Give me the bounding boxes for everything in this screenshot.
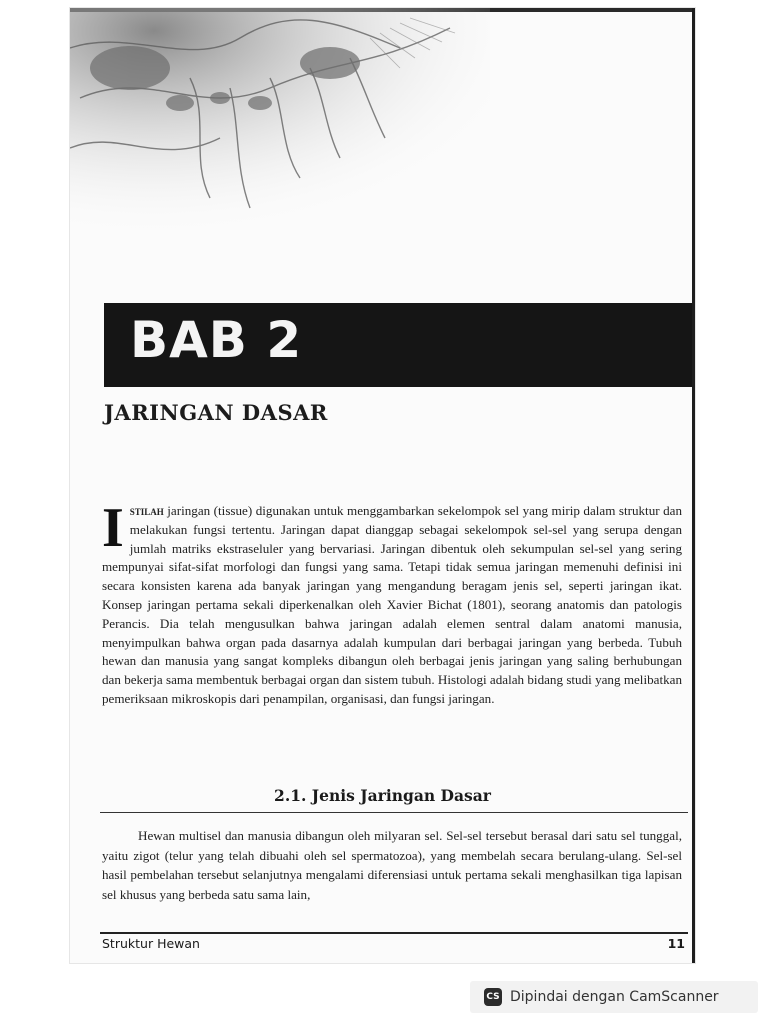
drop-cap: I	[102, 497, 124, 559]
footer-divider	[100, 932, 688, 934]
camscanner-label: Dipindai dengan CamScanner	[510, 989, 719, 1005]
page-number: 11	[667, 936, 685, 951]
chapter-label: BAB 2	[130, 311, 303, 369]
scanned-page	[70, 8, 695, 963]
tissue-illustration	[70, 8, 490, 238]
section-paragraph: Hewan multisel dan manusia dibangun oleh milyaran sel. Sel-sel tersebut berasal dari satu sel tunggal, yaitu zigot (telur yang telah dibuahi oleh sel spermatozoa), yang membelah secara berulang-ulang. Sel-sel hasil pembelahan tersebut selanjutnya mengalami diferensiasi untuk pertama sekali menghasilkan tiga lapisan sel khusus yang berbeda satu sama lain,	[102, 828, 682, 902]
running-footer: Struktur Hewan	[102, 936, 200, 951]
intro-text: jaringan (tissue) digunakan untuk menggambarkan sekelompok sel yang mirip dalam struktur dan melakukan fungsi tertentu. Jaringan dapat dianggap sebagai sekelompok sel-sel yang serupa dengan jumlah matriks ekstraseluler yang bervariasi. Jaringan dibentuk oleh sekumpulan sel-sel yang sering mempunyai sifat-sifat morfologi dan fungsi yang sama. Tetapi tidak semua jaringan memenuhi definisi ini secara konsisten karena ada banyak jaringan yang mengandung beragam jenis sel, seperti jaringan ikat. Konsep jaringan pertama sekali diperkenalkan oleh Xavier Bichat (1801), seorang anatomis dan patologis Perancis. Dia telah mengusulkan bahwa jaringan adalah elemen sentral dalam anatomi manusia, menyimpulkan bahwa organ pada dasarnya adalah kumpulan dari berbagai jaringan yang berbeda. Tubuh hewan dan manusia yang sangat kompleks dibangun oleh berbagai jenis jaringan yang saling berhubungan dan bekerja sama membentuk berbagai organ dan sistem tubuh. Histologi adalah bidang studi yang melibatkan pemeriksaan mikroskopis dari penampilan, organisasi, dan fungsi jaringan.	[102, 503, 682, 706]
camscanner-watermark	[470, 981, 758, 1013]
intro-paragraph	[102, 497, 682, 709]
chapter-banner	[104, 303, 692, 387]
scan-edge-right	[692, 8, 695, 963]
section-divider	[100, 812, 688, 813]
section-heading: 2.1. Jenis Jaringan Dasar	[274, 786, 491, 805]
intro-lead-word: stilah	[129, 503, 164, 518]
camscanner-logo-icon: CS	[484, 988, 502, 1006]
chapter-title: JARINGAN DASAR	[104, 400, 328, 425]
